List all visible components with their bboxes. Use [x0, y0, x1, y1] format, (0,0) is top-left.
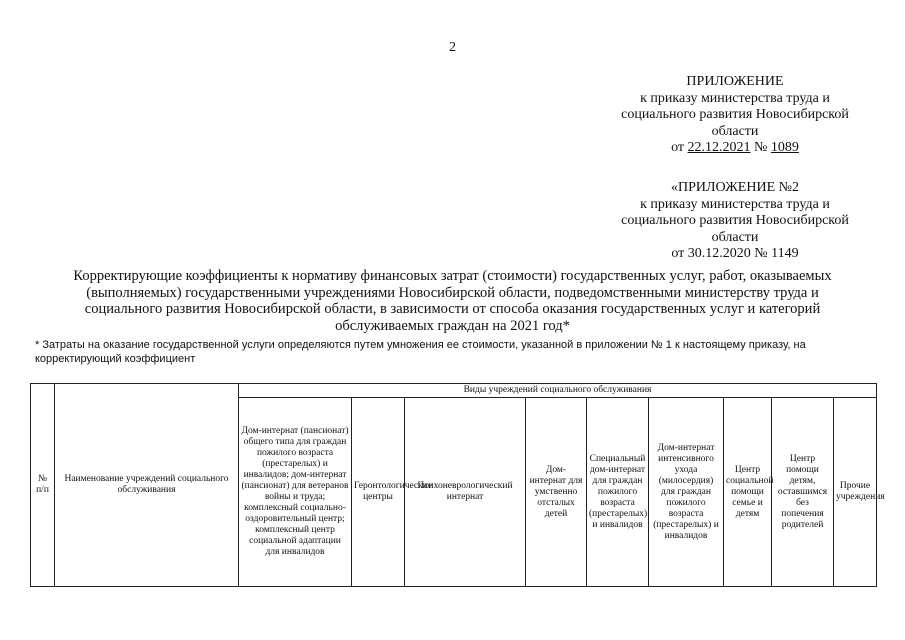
type-header: Прочие учреждения [834, 398, 877, 587]
appendix2-title: «ПРИЛОЖЕНИЕ №2 [671, 180, 799, 195]
type-header: Центр помощи детям, оставшимся без попечения родителей [772, 398, 834, 587]
number-sign: № [754, 140, 768, 155]
type-header: Специальный дом-интернат для граждан пожилого возраста (престарелых) и инвалидов [587, 398, 649, 587]
type-header: Дом-интернат интенсивного ухода (милосердия) для граждан пожилого возраста (престарелых) и инвалидов [649, 398, 724, 587]
appendix2-header [605, 180, 865, 263]
document-title [40, 268, 865, 335]
type-header: Центр социальной помощи семье и детям [724, 398, 772, 587]
title-line: обслуживаемых граждан на 2021 год* [335, 318, 570, 335]
date-prefix: от [671, 140, 685, 155]
title-line: Корректирующие коэффициенты к нормативу финансовых затрат (стоимости) государственных услуг, работ, оказываемых [73, 268, 832, 284]
type-header: Психоневрологический интернат [405, 398, 526, 587]
order-date: 22.12.2021 [687, 140, 751, 155]
appendix-line: области [711, 123, 759, 139]
title-line: (выполняемых) государственными учреждениями Новосибирской области, подведомственными министерству труда и [86, 284, 819, 301]
appendix-date-line [605, 140, 865, 157]
coefficients-table [30, 383, 885, 587]
col-number-header: № п/п [31, 384, 55, 587]
appendix2-line: к приказу министерства труда и [640, 196, 830, 212]
appendix2-line: социального развития Новосибирской [621, 213, 849, 228]
title-line: социального развития Новосибирской области, в зависимости от способа оказания государственных услуг и категорий [84, 301, 821, 318]
types-group-header: Виды учреждений социального обслуживания [239, 384, 877, 398]
type-header: Геронтологические центры [352, 398, 405, 587]
footnote: * Затраты на оказание государственной услуги определяются путем умножения ее стоимости, указанной в приложении № 1 к настоящему приказу, на корректирующий коэффициент [35, 339, 806, 365]
appendix-header [605, 74, 865, 157]
type-header: Дом-интернат для умственно отсталых детей [526, 398, 587, 587]
type-header: Дом-интернат (пансионат) общего типа для граждан пожилого возраста (престарелых) и инвалидов; дом-интернат (пансионат) для ветеранов войны и труда; комплексный социально-оздоровительный центр; комплексный центр социальной адаптации для инвалидов [239, 398, 352, 587]
col-name-header: Наименование учреждений социального обслуживания [55, 384, 239, 587]
appendix2-line: области [711, 229, 759, 245]
appendix-title: ПРИЛОЖЕНИЕ [686, 74, 784, 89]
order-number: 1089 [770, 140, 799, 155]
page-number: 2 [449, 40, 456, 55]
appendix-line: социального развития Новосибирской [621, 107, 849, 122]
appendix2-date-line: от 30.12.2020 № 1149 [671, 246, 799, 261]
appendix-line: к приказу министерства труда и [640, 90, 830, 106]
